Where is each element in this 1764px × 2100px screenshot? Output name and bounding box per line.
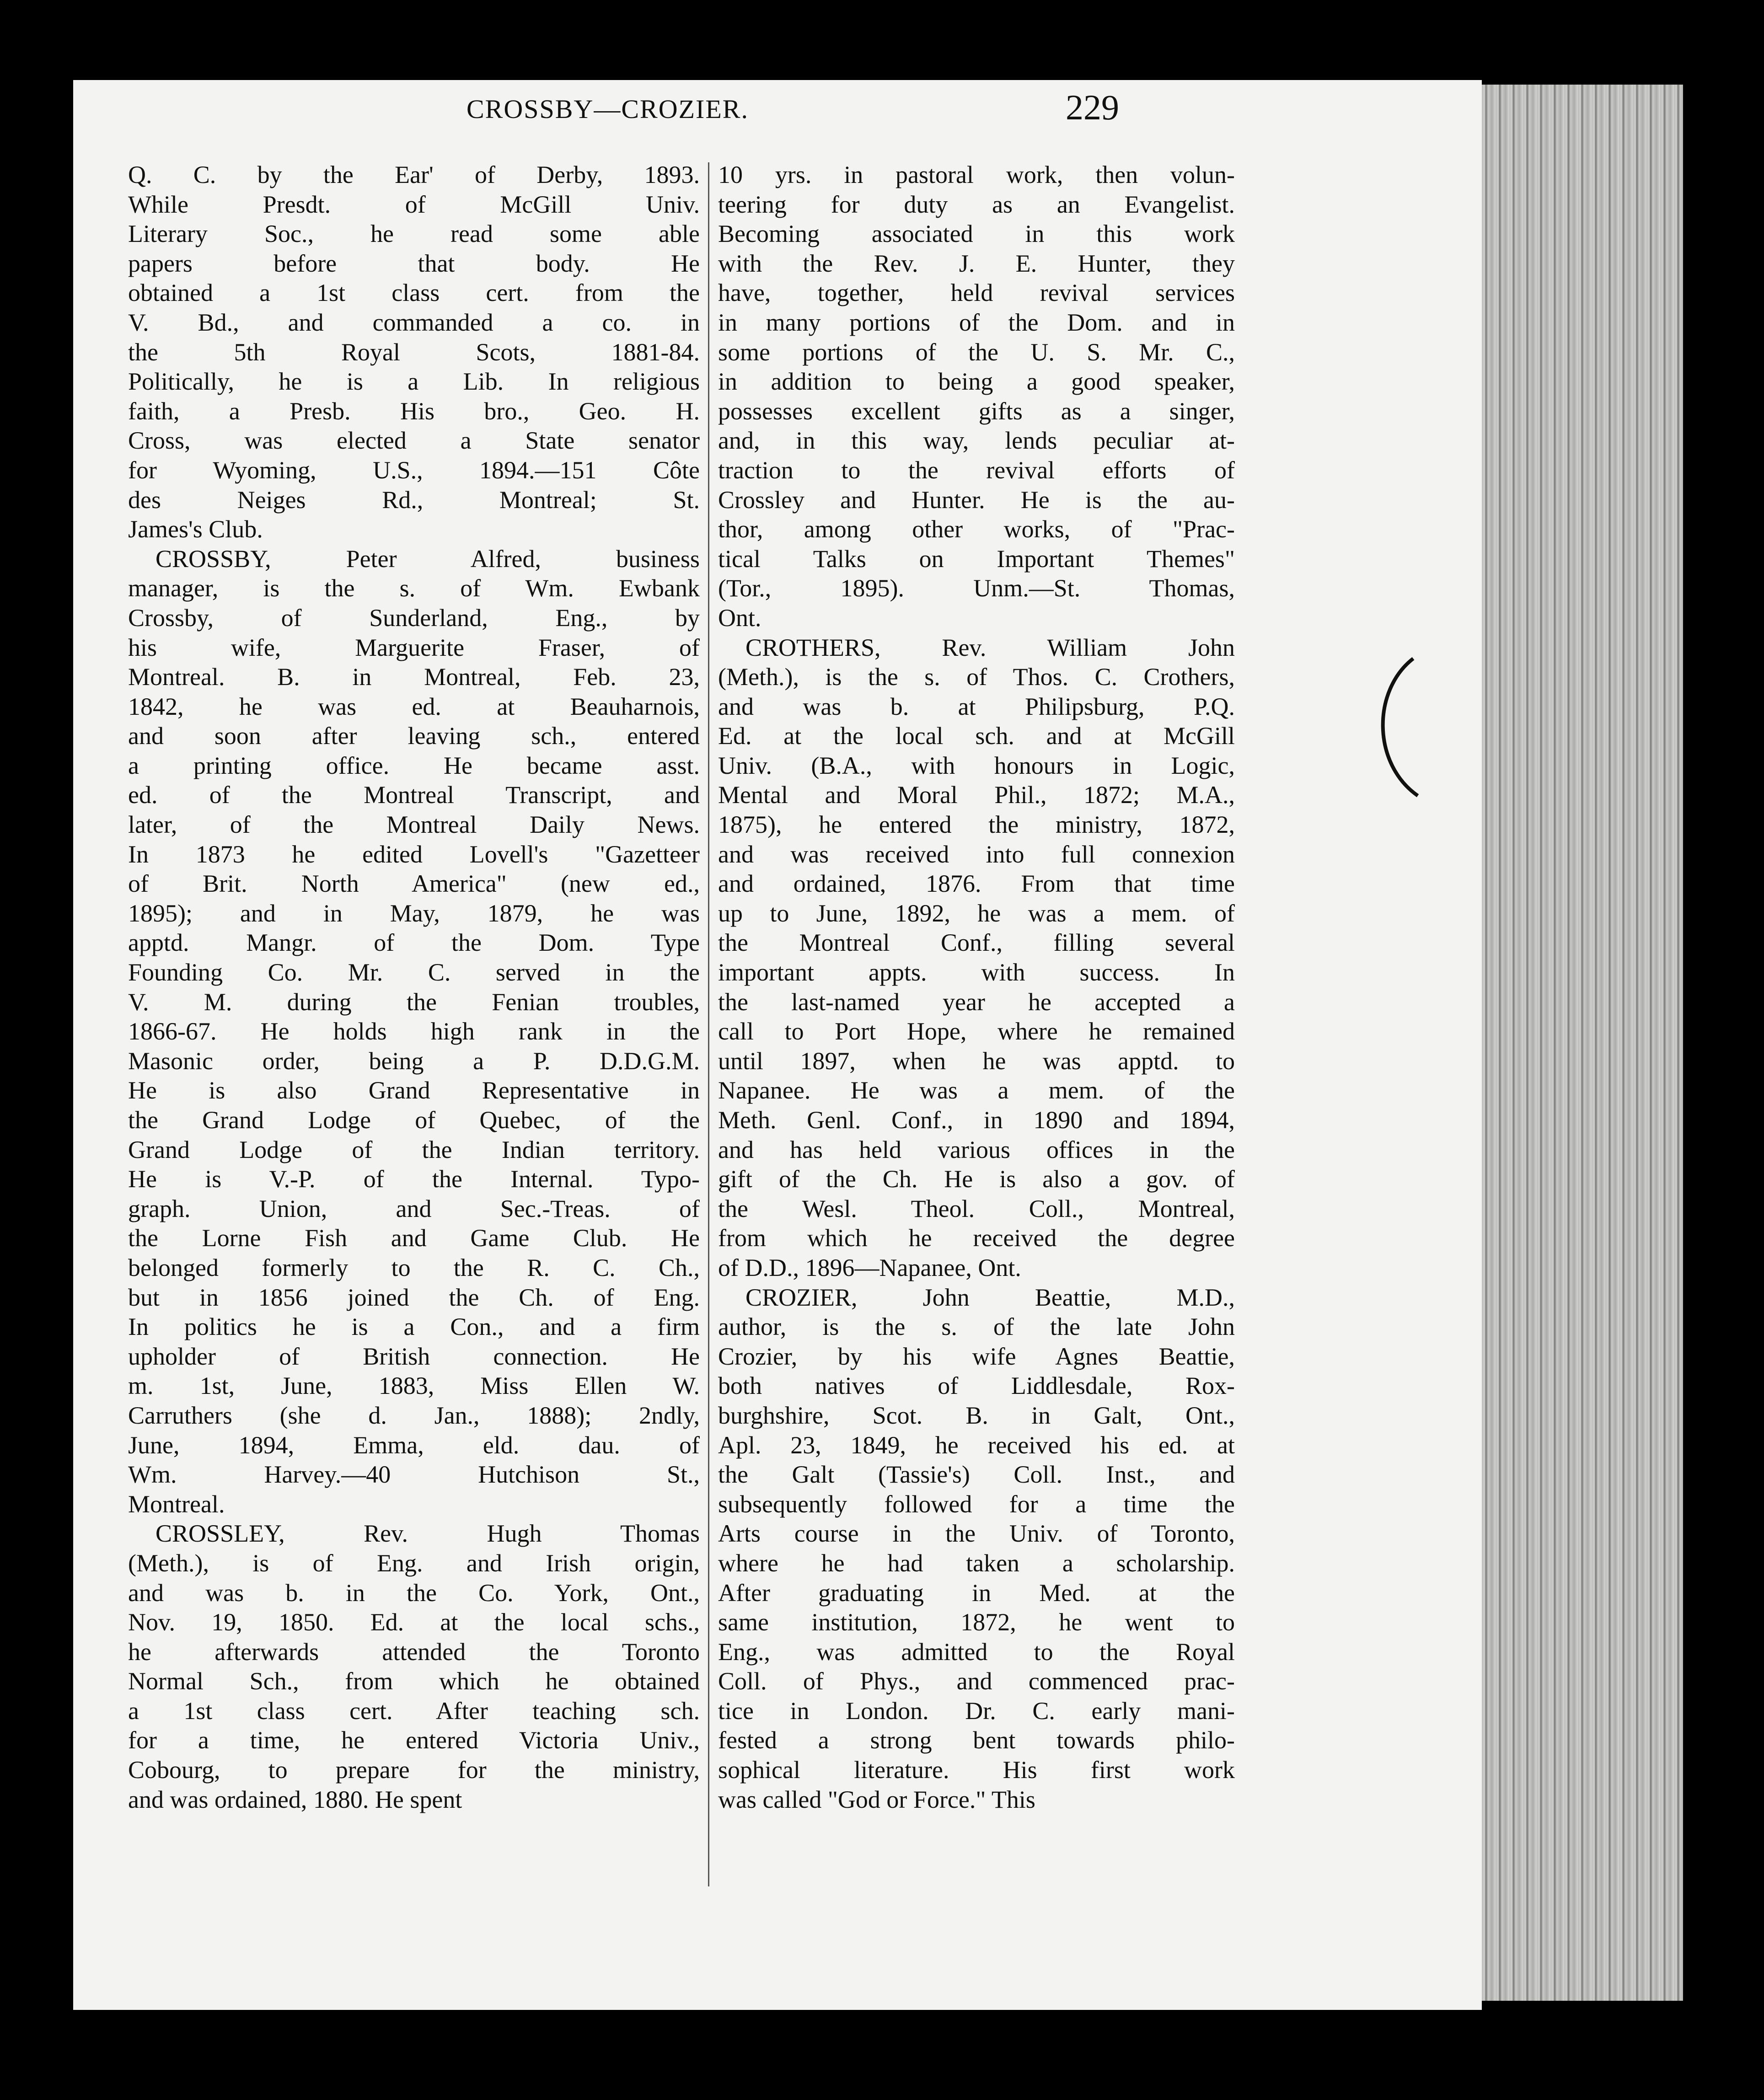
text-line: and, in this way, lends peculiar at- (718, 427, 1235, 455)
text-line: V. Bd., and commanded a co. in (128, 308, 700, 336)
text-line: a printing office. He became asst. (128, 751, 700, 779)
text-line: and was b. in the Co. York, Ont., (128, 1579, 700, 1607)
text-line: manager, is the s. of Wm. Ewbank (128, 574, 700, 602)
text-line: CROZIER, John Beattie, M.D., (745, 1283, 1235, 1311)
text-line: of Brit. North America" (new ed., (128, 870, 700, 898)
text-line: Grand Lodge of the Indian territory. (128, 1136, 700, 1163)
text-line: tical Talks on Important Themes" (718, 545, 1235, 573)
text-line: and soon after leaving sch., entered (128, 722, 700, 750)
text-line: After graduating in Med. at the (718, 1579, 1235, 1607)
text-line: up to June, 1892, he was a mem. of (718, 899, 1235, 927)
text-line: Coll. of Phys., and commenced prac- (718, 1667, 1235, 1695)
margin-bracket-mark (1363, 654, 1432, 800)
text-line: upholder of British connection. He (128, 1342, 700, 1370)
text-line: CROSSBY, Peter Alfred, business (155, 545, 700, 573)
text-line: (Meth.), is the s. of Thos. C. Crothers, (718, 663, 1235, 691)
text-line: While Presdt. of McGill Univ. (128, 190, 700, 218)
text-line: (Meth.), is of Eng. and Irish origin, (128, 1549, 700, 1577)
text-line: both natives of Liddlesdale, Rox- (718, 1372, 1235, 1400)
page-edge-shadow (1482, 85, 1683, 2001)
text-line: Ed. at the local sch. and at McGill (718, 722, 1235, 750)
text-line: the Lorne Fish and Game Club. He (128, 1224, 700, 1252)
text-line: He is V.-P. of the Internal. Typo- (128, 1165, 700, 1193)
text-line: obtained a 1st class cert. from the (128, 279, 700, 307)
text-line: James's Club. (128, 515, 263, 543)
text-line: where he had taken a scholarship. (718, 1549, 1235, 1577)
text-line: subsequently followed for a time the (718, 1490, 1235, 1518)
text-line: possesses excellent gifts as a singer, (718, 397, 1235, 425)
text-line: important appts. with success. In (718, 959, 1235, 986)
text-line: Mental and Moral Phil., 1872; M.A., (718, 781, 1235, 809)
text-line: (Tor., 1895). Unm.—St. Thomas, (718, 574, 1235, 602)
text-line: have, together, held revival services (718, 279, 1235, 307)
text-line: Founding Co. Mr. C. served in the (128, 959, 700, 986)
text-line: he afterwards attended the Toronto (128, 1638, 700, 1666)
text-line: Crossby, of Sunderland, Eng., by (128, 604, 700, 632)
text-line: for Wyoming, U.S., 1894.—151 Côte (128, 456, 700, 484)
page-number: 229 (1066, 87, 1119, 127)
text-line: Apl. 23, 1849, he received his ed. at (718, 1431, 1235, 1459)
text-line: papers before that body. He (128, 249, 700, 277)
text-line: graph. Union, and Sec.-Treas. of (128, 1195, 700, 1222)
text-line: in addition to being a good speaker, (718, 368, 1235, 396)
column-rule (708, 162, 709, 1886)
text-line: Q. C. by the Ear' of Derby, 1893. (128, 161, 700, 188)
text-line: and was ordained, 1880. He spent (128, 1785, 462, 1813)
text-line: belonged formerly to the R. C. Ch., (128, 1254, 700, 1281)
text-line: Crossley and Hunter. He is the au- (718, 486, 1235, 514)
text-line: his wife, Marguerite Fraser, of (128, 633, 700, 661)
text-line: CROSSLEY, Rev. Hugh Thomas (155, 1520, 700, 1548)
text-line: Normal Sch., from which he obtained (128, 1667, 700, 1695)
text-line: faith, a Presb. His bro., Geo. H. (128, 397, 700, 425)
text-line: was called "God or Force." This (718, 1785, 1035, 1813)
text-line: and has held various offices in the (718, 1136, 1235, 1163)
text-line: of D.D., 1896—Napanee, Ont. (718, 1254, 1021, 1281)
text-line: apptd. Mangr. of the Dom. Type (128, 929, 700, 957)
text-line: Eng., was admitted to the Royal (718, 1638, 1235, 1666)
text-line: Univ. (B.A., with honours in Logic, (718, 751, 1235, 779)
text-line: thor, among other works, of "Prac- (718, 515, 1235, 543)
text-line: Montreal. (128, 1490, 225, 1518)
text-line: until 1897, when he was apptd. to (718, 1047, 1235, 1075)
text-line: June, 1894, Emma, eld. dau. of (128, 1431, 700, 1459)
text-line: des Neiges Rd., Montreal; St. (128, 486, 700, 514)
text-line: Politically, he is a Lib. In religious (128, 368, 700, 396)
text-line: the Wesl. Theol. Coll., Montreal, (718, 1195, 1235, 1222)
text-line: same institution, 1872, he went to (718, 1608, 1235, 1636)
text-line: Meth. Genl. Conf., in 1890 and 1894, (718, 1106, 1235, 1134)
text-line: Crozier, by his wife Agnes Beattie, (718, 1342, 1235, 1370)
text-line: CROTHERS, Rev. William John (745, 633, 1235, 661)
text-line: teering for duty as an Evangelist. (718, 190, 1235, 218)
text-line: Nov. 19, 1850. Ed. at the local schs., (128, 1608, 700, 1636)
text-line: Becoming associated in this work (718, 220, 1235, 248)
text-line: some portions of the U. S. Mr. C., (718, 338, 1235, 366)
text-line: Masonic order, being a P. D.D.G.M. (128, 1047, 700, 1075)
text-line: and was received into full connexion (718, 840, 1235, 868)
text-line: Cross, was elected a State senator (128, 427, 700, 455)
text-line: Carruthers (she d. Jan., 1888); 2ndly, (128, 1401, 700, 1429)
text-line: the Montreal Conf., filling several (718, 929, 1235, 957)
text-line: author, is the s. of the late John (718, 1313, 1235, 1341)
text-line: 1875), he entered the ministry, 1872, (718, 811, 1235, 839)
text-line: 1866-67. He holds high rank in the (128, 1018, 700, 1045)
text-line: later, of the Montreal Daily News. (128, 811, 700, 839)
text-line: Montreal. B. in Montreal, Feb. 23, (128, 663, 700, 691)
text-line: the Grand Lodge of Quebec, of the (128, 1106, 700, 1134)
text-line: Literary Soc., he read some able (128, 220, 700, 248)
running-head: CROSSBY—CROZIER. (466, 94, 749, 124)
text-line: He is also Grand Representative in (128, 1077, 700, 1104)
right-column (718, 160, 1235, 1814)
text-line: ed. of the Montreal Transcript, and (128, 781, 700, 809)
text-line: from which he received the degree (718, 1224, 1235, 1252)
text-line: Ont. (718, 604, 761, 632)
text-line: In politics he is a Con., and a firm (128, 1313, 700, 1341)
text-line: Wm. Harvey.—40 Hutchison St., (128, 1461, 700, 1489)
text-line: 10 yrs. in pastoral work, then volun- (718, 161, 1235, 188)
text-line: burghshire, Scot. B. in Galt, Ont., (718, 1401, 1235, 1429)
text-line: tice in London. Dr. C. early mani- (718, 1697, 1235, 1725)
text-line: and ordained, 1876. From that time (718, 870, 1235, 898)
text-line: and was b. at Philipsburg, P.Q. (718, 692, 1235, 720)
text-line: in many portions of the Dom. and in (718, 308, 1235, 336)
text-line: fested a strong bent towards philo- (718, 1726, 1235, 1754)
text-line: the last-named year he accepted a (718, 988, 1235, 1016)
text-line: sophical literature. His first work (718, 1756, 1235, 1784)
text-line: with the Rev. J. E. Hunter, they (718, 249, 1235, 277)
text-line: m. 1st, June, 1883, Miss Ellen W. (128, 1372, 700, 1400)
text-line: the 5th Royal Scots, 1881-84. (128, 338, 700, 366)
text-line: the Galt (Tassie's) Coll. Inst., and (718, 1461, 1235, 1489)
text-line: for a time, he entered Victoria Univ., (128, 1726, 700, 1754)
text-line: call to Port Hope, where he remained (718, 1018, 1235, 1045)
text-line: a 1st class cert. After teaching sch. (128, 1697, 700, 1725)
left-column (128, 160, 700, 1814)
text-line: V. M. during the Fenian troubles, (128, 988, 700, 1016)
text-line: Cobourg, to prepare for the ministry, (128, 1756, 700, 1784)
text-line: Napanee. He was a mem. of the (718, 1077, 1235, 1104)
text-line: Arts course in the Univ. of Toronto, (718, 1520, 1235, 1548)
text-line: gift of the Ch. He is also a gov. of (718, 1165, 1235, 1193)
text-line: traction to the revival efforts of (718, 456, 1235, 484)
text-line: 1895); and in May, 1879, he was (128, 899, 700, 927)
text-line: In 1873 he edited Lovell's "Gazetteer (128, 840, 700, 868)
text-line: but in 1856 joined the Ch. of Eng. (128, 1283, 700, 1311)
text-line: 1842, he was ed. at Beauharnois, (128, 692, 700, 720)
